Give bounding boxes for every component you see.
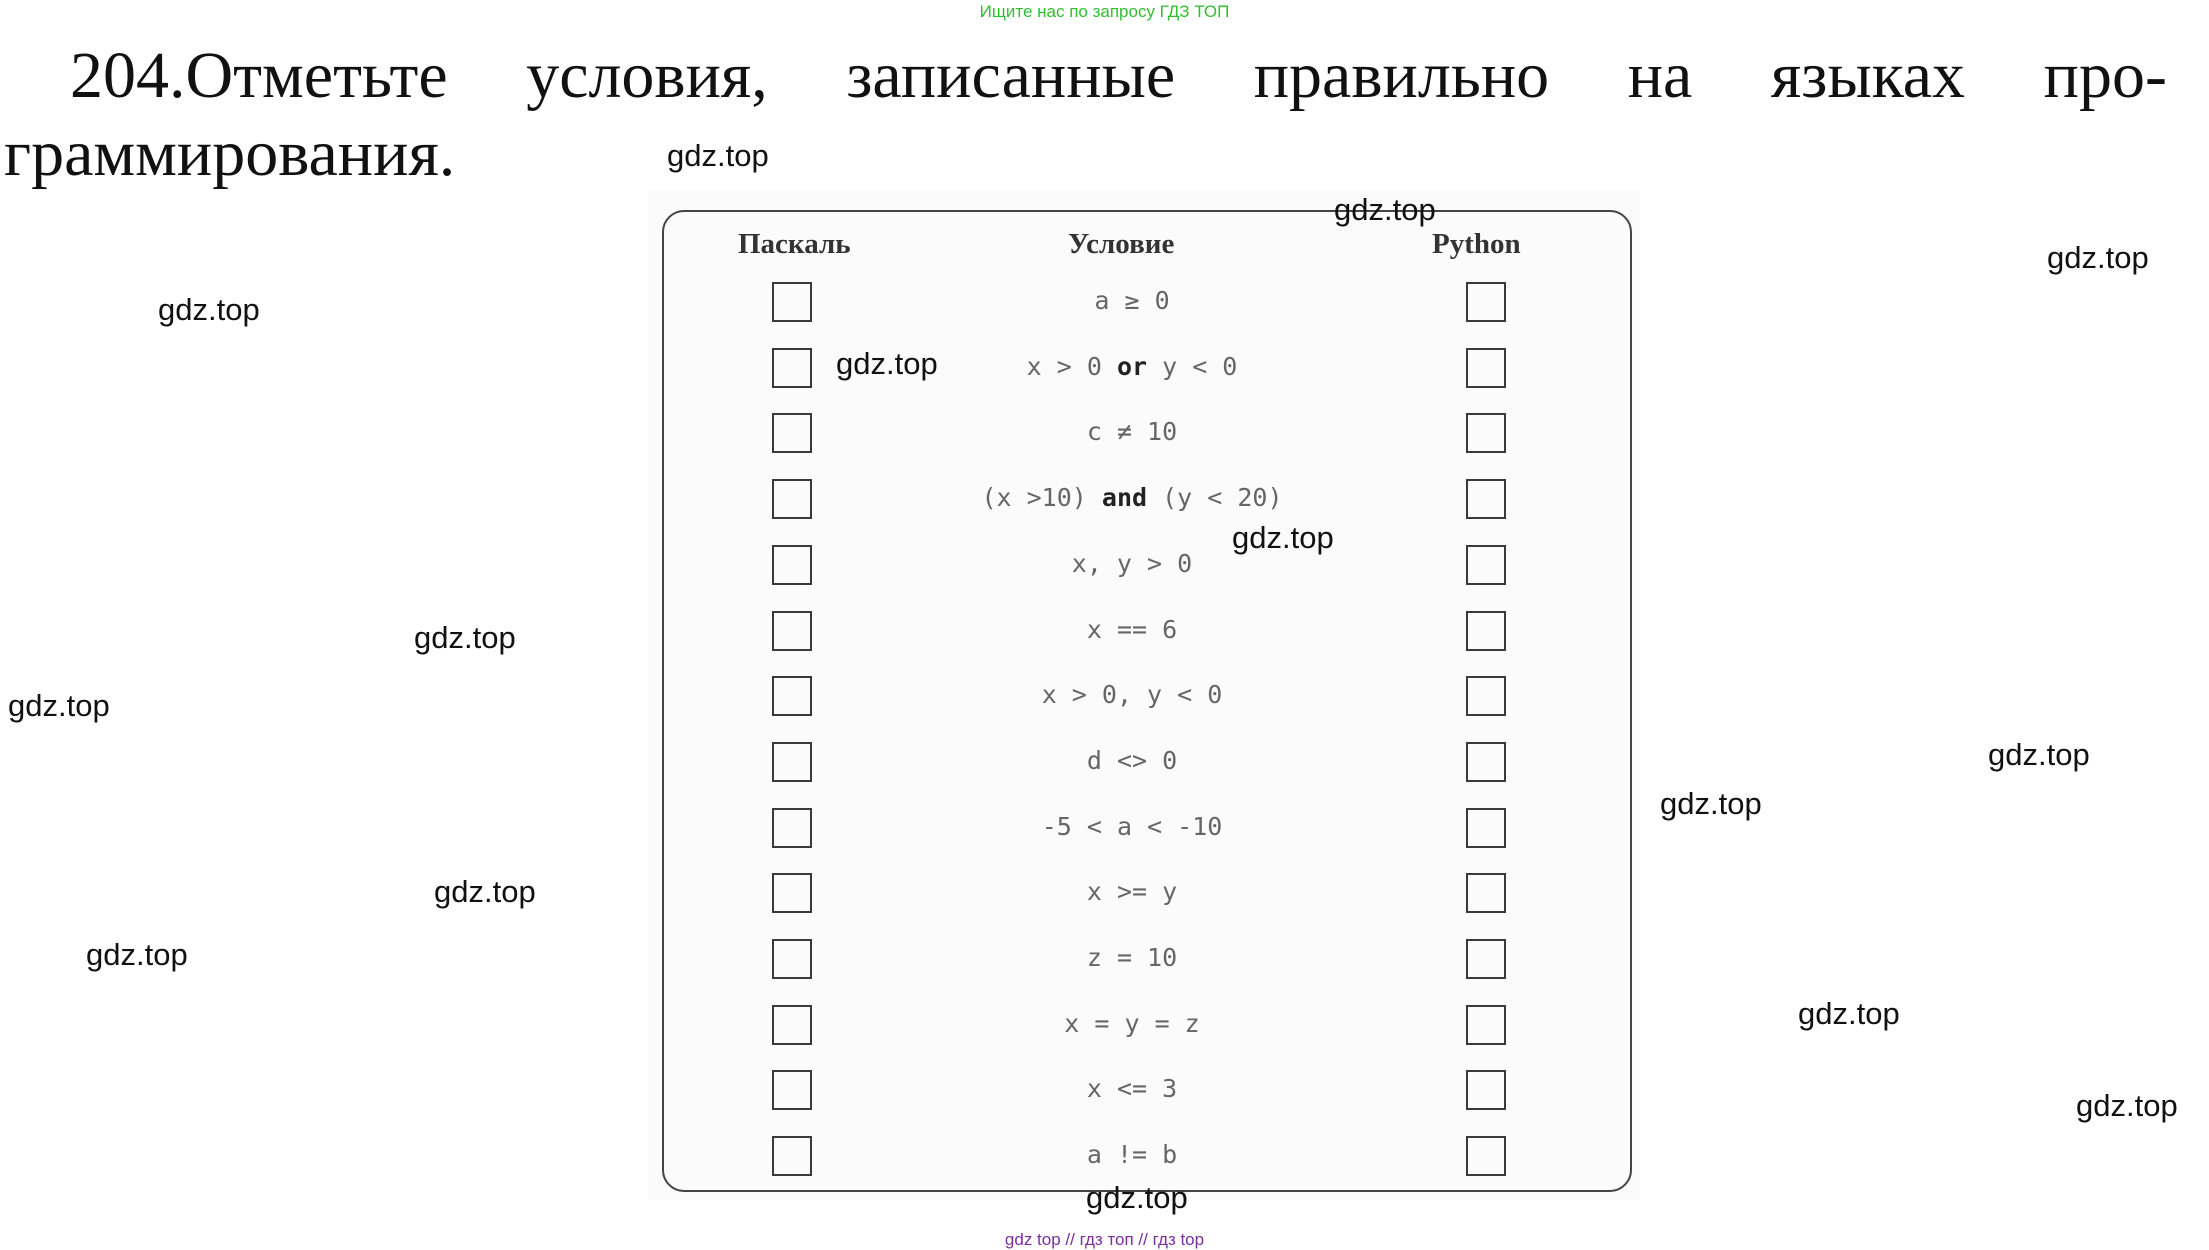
watermark-text: gdz.top [1334, 192, 1436, 227]
task-word: на [1627, 39, 1693, 112]
task-word: языках [1770, 39, 1966, 112]
python-checkbox[interactable] [1466, 873, 1506, 913]
condition-text: z = 10 [1086, 943, 1178, 972]
python-checkbox[interactable] [1466, 545, 1506, 585]
python-checkbox[interactable] [1466, 1005, 1506, 1045]
condition-text: x > 0, y < 0 [1041, 680, 1223, 710]
task-word: про- [2043, 39, 2167, 112]
header-condition: Условие [1068, 228, 1175, 260]
watermark-text: gdz.top [434, 874, 536, 909]
condition-keyword: or [1116, 351, 1148, 381]
condition-text: x >= y [1086, 877, 1178, 907]
watermark-text: gdz.top [667, 138, 769, 173]
python-checkbox[interactable] [1466, 1136, 1506, 1176]
pascal-checkbox[interactable] [772, 1136, 812, 1176]
watermark-text: gdz.top [1232, 520, 1334, 555]
watermark-text: gdz.top [2076, 1088, 2178, 1123]
pascal-checkbox[interactable] [772, 479, 812, 519]
task-word: записанные [846, 39, 1176, 112]
pascal-checkbox[interactable] [772, 1070, 812, 1110]
python-checkbox[interactable] [1466, 742, 1506, 782]
pascal-checkbox[interactable] [772, 611, 812, 651]
condition-text: x <= 3 [1086, 1074, 1178, 1104]
watermark-text: gdz.top [2047, 240, 2149, 275]
condition-part: x > 0 [1026, 351, 1117, 381]
pascal-checkbox[interactable] [772, 545, 812, 585]
pascal-checkbox[interactable] [772, 742, 812, 782]
condition-keyword: and [1101, 483, 1148, 513]
watermark-text: gdz.top [158, 292, 260, 327]
top-banner[interactable]: Ищите нас по запросу ГДЗ ТОП [979, 2, 1230, 21]
condition-text: x = y = z [1064, 1008, 1200, 1038]
condition-text [932, 483, 1332, 512]
condition-text: x == 6 [1086, 614, 1178, 644]
pascal-checkbox[interactable] [772, 676, 812, 716]
pascal-checkbox[interactable] [772, 873, 812, 913]
python-checkbox[interactable] [1466, 676, 1506, 716]
python-checkbox[interactable] [1466, 348, 1506, 388]
pascal-checkbox[interactable] [772, 282, 812, 322]
condition-text: d <> 0 [1086, 745, 1178, 775]
header-pascal: Паскаль [738, 228, 851, 260]
task-word: правильно [1253, 39, 1550, 112]
condition-text: -5 < a < -10 [1041, 811, 1223, 841]
pascal-checkbox[interactable] [772, 808, 812, 848]
task-word: условия, [526, 39, 768, 112]
watermark-text: gdz.top [1660, 786, 1762, 821]
condition-text: a ≥ 0 [1094, 286, 1170, 315]
python-checkbox[interactable] [1466, 479, 1506, 519]
condition-text: x, y > 0 [1071, 548, 1193, 578]
condition-part: (x >10) [981, 483, 1102, 513]
bottom-banner[interactable]: gdz top // гдз топ // гдз top [1004, 1230, 1205, 1249]
watermark-text: gdz.top [414, 620, 516, 655]
pascal-checkbox[interactable] [772, 1005, 812, 1045]
pascal-checkbox[interactable] [772, 939, 812, 979]
condition-text: c ≠ 10 [1086, 417, 1178, 447]
pascal-checkbox[interactable] [772, 413, 812, 453]
pascal-checkbox[interactable] [772, 348, 812, 388]
task-word: 204.Отметьте [70, 39, 448, 112]
watermark-text: gdz.top [1798, 996, 1900, 1031]
condition-text: a != b [1086, 1140, 1178, 1170]
python-checkbox[interactable] [1466, 611, 1506, 651]
watermark-text: gdz.top [1086, 1180, 1188, 1215]
condition-text [932, 352, 1332, 381]
task-text-line1 [70, 36, 2167, 116]
python-checkbox[interactable] [1466, 808, 1506, 848]
watermark-text: gdz.top [836, 346, 938, 381]
python-checkbox[interactable] [1466, 939, 1506, 979]
condition-part: (y < 20) [1147, 483, 1283, 513]
python-checkbox[interactable] [1466, 1070, 1506, 1110]
python-checkbox[interactable] [1466, 413, 1506, 453]
watermark-text: gdz.top [8, 688, 110, 723]
watermark-text: gdz.top [1988, 737, 2090, 772]
task-text-line2: граммирования. [4, 117, 456, 190]
python-checkbox[interactable] [1466, 282, 1506, 322]
header-python: Python [1432, 228, 1521, 260]
watermark-text: gdz.top [86, 937, 188, 972]
condition-part: y < 0 [1147, 351, 1238, 381]
